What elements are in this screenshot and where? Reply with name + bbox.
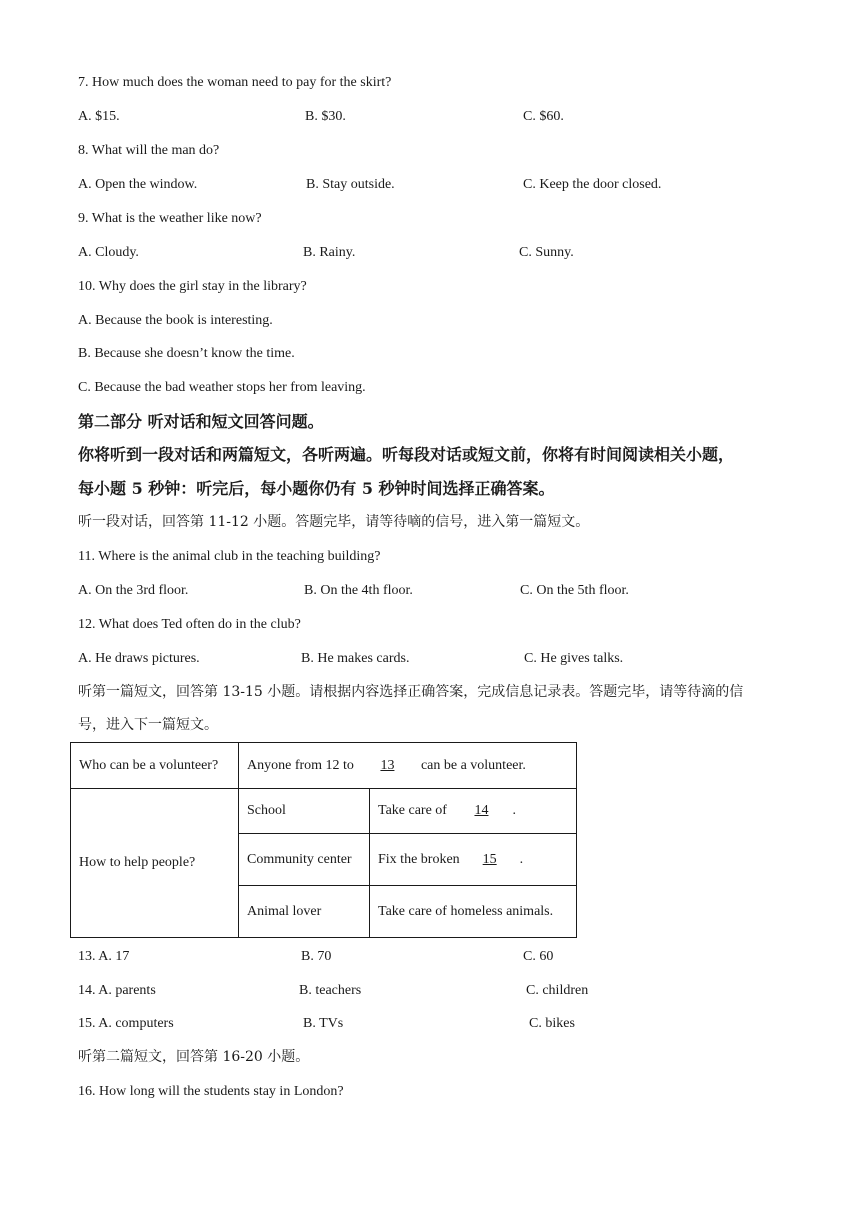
option-11b: B. On the 4th floor.	[304, 583, 413, 598]
option-7a: A. $15.	[78, 109, 120, 124]
option-10b: B. Because she doesn’t know the time.	[78, 346, 295, 361]
option-12b: B. He makes cards.	[301, 651, 410, 666]
option-15b: B. TVs	[303, 1016, 344, 1031]
blank-13: 13	[380, 757, 395, 773]
blank-15: 15	[482, 851, 497, 867]
table-cell-how-label: How to help people?	[71, 789, 239, 938]
table-cell-place-school: School	[239, 789, 370, 834]
part2-instruction-2: 每小题 5 秒钟：听完后，每小题你仍有 5 秒钟时间选择正确答案。	[78, 479, 555, 498]
table-cell-action-animal: Take care of homeless animals.	[370, 886, 577, 938]
question-9: 9. What is the weather like now?	[78, 211, 262, 226]
table-cell-who-label: Who can be a volunteer?	[71, 743, 239, 789]
option-15a: 15. A. computers	[78, 1016, 174, 1031]
option-8a: A. Open the window.	[78, 177, 198, 192]
option-14b: B. teachers	[299, 983, 362, 998]
part2-heading: 第二部分 听对话和短文回答问题。	[78, 412, 324, 431]
info-record-table	[70, 742, 577, 938]
option-11a: A. On the 3rd floor.	[78, 583, 189, 598]
option-13c: C. 60	[523, 949, 554, 964]
option-8b: B. Stay outside.	[306, 177, 395, 192]
question-7: 7. How much does the woman need to pay for the skirt?	[78, 75, 392, 90]
table-cell-place-community: Community center	[239, 834, 370, 886]
question-12: 12. What does Ted often do in the club?	[78, 617, 301, 632]
table-cell-action-school: Take care of 14 .	[370, 789, 577, 834]
passage2-intro: 听第二篇短文，回答第 16-20 小题。	[78, 1049, 310, 1065]
option-14c: C. children	[526, 983, 589, 998]
question-8: 8. What will the man do?	[78, 143, 220, 158]
option-12a: A. He draws pictures.	[78, 651, 200, 666]
option-9a: A. Cloudy.	[78, 245, 139, 260]
question-16: 16. How long will the students stay in London?	[78, 1084, 344, 1099]
option-9b: B. Rainy.	[303, 245, 356, 260]
option-10a: A. Because the book is interesting.	[78, 313, 273, 328]
table-cell-action-community: Fix the broken 15 .	[370, 834, 577, 886]
passage1-intro-2: 号，进入下一篇短文。	[78, 717, 218, 733]
option-11c: C. On the 5th floor.	[520, 583, 629, 598]
part2-instruction-1: 你将听到一段对话和两篇短文，各听两遍。听每段对话或短文前，你将有时间阅读相关小题，	[78, 445, 735, 464]
option-8c: C. Keep the door closed.	[523, 177, 662, 192]
option-7c: C. $60.	[523, 109, 564, 124]
option-13a: 13. A. 17	[78, 949, 130, 964]
option-10c: C. Because the bad weather stops her from leaving.	[78, 380, 366, 395]
option-7b: B. $30.	[305, 109, 346, 124]
question-10: 10. Why does the girl stay in the library?	[78, 279, 307, 294]
blank-14: 14	[474, 803, 489, 818]
table-cell-who-value: Anyone from 12 to 13 can be a volunteer.	[239, 743, 577, 789]
dialog-intro: 听一段对话，回答第 11-12 小题。答题完毕，请等待嘀的信号，进入第一篇短文。	[78, 514, 590, 530]
option-9c: C. Sunny.	[519, 245, 574, 260]
table-cell-place-animal: Animal lover	[239, 886, 370, 938]
option-14a: 14. A. parents	[78, 983, 156, 998]
option-15c: C. bikes	[529, 1016, 575, 1031]
option-13b: B. 70	[301, 949, 332, 964]
question-11: 11. Where is the animal club in the teaching building?	[78, 549, 381, 564]
option-12c: C. He gives talks.	[524, 651, 624, 666]
passage1-intro-1: 听第一篇短文，回答第 13-15 小题。请根据内容选择正确答案，完成信息记录表。答题完毕，请等待滴的信	[78, 684, 744, 700]
